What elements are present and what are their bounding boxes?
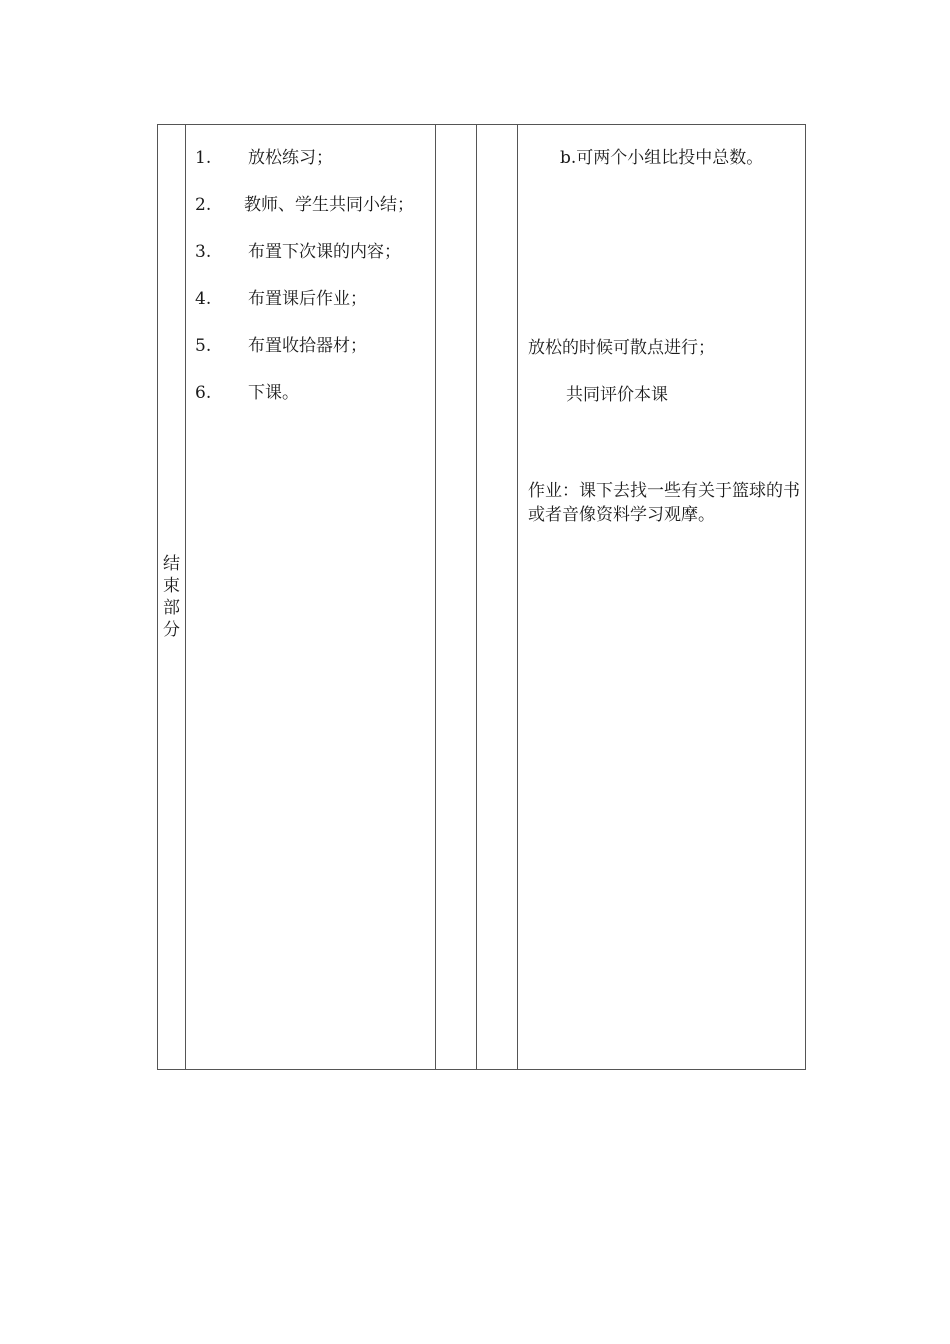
step-text: 放松练习； [248,148,333,168]
evaluate-note: 共同评价本课 [566,385,668,405]
blank-cell-2 [477,125,518,1070]
content-cell [186,125,436,1070]
notes-block [518,125,805,1069]
list-item [186,288,435,310]
step-number: 2. [195,195,212,215]
relax-note: 放松的时候可散点进行； [528,338,715,358]
list-item [186,382,435,404]
list-item [186,241,435,263]
step-text: 布置下次课的内容； [248,242,401,262]
step-number: 3. [195,242,212,262]
section-label: 结束部分 [163,554,180,640]
step-number: 5. [195,336,212,356]
step-number: 1. [195,148,212,168]
blank-cell-1 [436,125,477,1070]
list-item [186,335,435,357]
list-item [186,147,435,169]
step-text: 布置收拾器材； [248,336,367,356]
step-number: 4. [195,289,212,309]
section-cell [158,125,186,1070]
step-text: 布置课后作业； [248,289,367,309]
notes-cell [518,125,806,1070]
step-number: 6. [195,383,212,403]
homework-note: 作业：课下去找一些有关于篮球的书或者音像资料学习观摩。 [528,481,800,525]
steps-list [186,125,435,404]
step-text: 教师、学生共同小结； [244,195,414,215]
lesson-plan-table [157,124,806,1070]
compare-note: b.可两个小组比投中总数。 [560,148,764,168]
step-text: 下课。 [248,383,299,403]
table-row [158,125,806,1070]
list-item [186,194,435,216]
